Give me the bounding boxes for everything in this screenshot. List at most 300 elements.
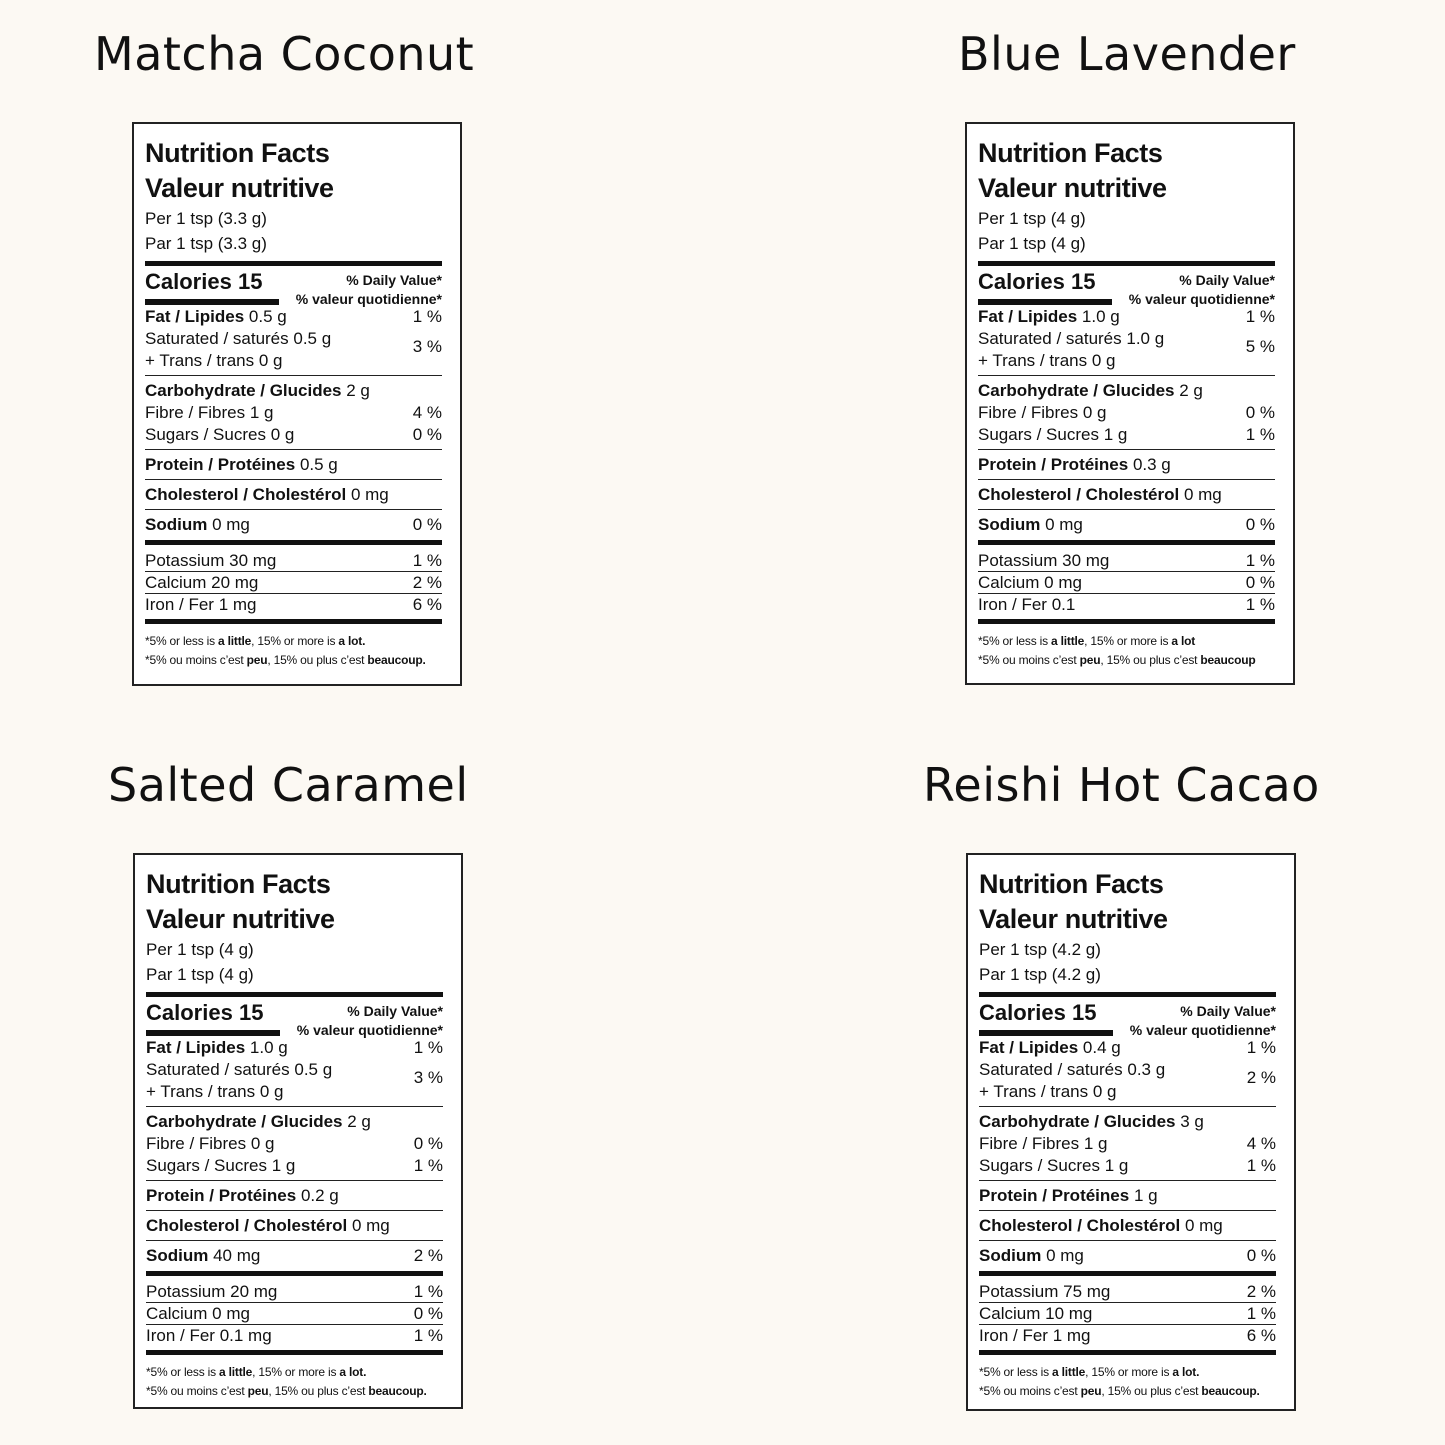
- rule: [978, 375, 1275, 376]
- fibre-row: [978, 402, 1275, 424]
- calories-bar: [978, 299, 1112, 305]
- fat-row: [145, 306, 442, 328]
- sugars-label: Sugars / Sucres: [146, 1156, 267, 1175]
- sodium-label: Sodium: [145, 515, 208, 534]
- rule: [145, 479, 442, 480]
- nutrition-facts-panel: [966, 853, 1296, 1411]
- fat-label: Fat / Lipides: [979, 1038, 1079, 1057]
- footnote-fr: [145, 651, 442, 670]
- footnote-end: .: [362, 634, 366, 648]
- calcium-row: [145, 572, 442, 594]
- iron-value: 1 mg: [218, 595, 257, 614]
- product-title: Salted Caramel: [108, 758, 469, 812]
- calcium-pct: 2 %: [412, 573, 442, 592]
- cholesterol-label: Cholesterol / Cholestérol: [979, 1216, 1181, 1235]
- footnote-bold: peu: [1079, 653, 1101, 667]
- sodium-value: 0 mg: [1045, 515, 1083, 534]
- saturated-row: [979, 1059, 1276, 1081]
- sodium-row: [145, 514, 442, 536]
- sodium-row: [146, 1245, 443, 1267]
- cholesterol-row: [978, 484, 1275, 506]
- sugars-label: Sugars / Sucres: [978, 425, 1099, 444]
- daily-value-fr: % valeur quotidienne*: [1128, 291, 1275, 307]
- calories-row: [978, 266, 1275, 306]
- fat-value: 0.4 g: [1082, 1038, 1121, 1057]
- fat-label: Fat / Lipides: [146, 1038, 246, 1057]
- calories-text: Calories: [978, 269, 1065, 294]
- daily-value-heading: [1130, 1002, 1276, 1040]
- fat-value: 1.0 g: [1081, 307, 1120, 326]
- sugars-value: 1 g: [1104, 1156, 1129, 1175]
- footnote-text: *5% ou moins c’est: [146, 1384, 248, 1398]
- footnote-bold: a little: [1052, 1365, 1086, 1379]
- footnote-text: , 15% ou plus c’est: [268, 1384, 369, 1398]
- iron-pct: 6 %: [1246, 1326, 1276, 1345]
- saturated-trans-pct: 5 %: [1245, 337, 1275, 356]
- daily-value-heading: [1129, 271, 1275, 309]
- fat-label: Fat / Lipides: [978, 307, 1078, 326]
- rule: [979, 1271, 1276, 1276]
- saturated-label: Saturated / saturés: [979, 1060, 1123, 1079]
- protein-label: Protein / Protéines: [145, 455, 296, 474]
- rule: [979, 1210, 1276, 1211]
- sodium-row: [979, 1245, 1276, 1267]
- rule: [978, 619, 1275, 624]
- fat-pct: 1 %: [412, 307, 442, 326]
- footnote-bold: a little: [1051, 634, 1085, 648]
- daily-value-en: % Daily Value*: [346, 272, 442, 288]
- iron-row: [979, 1325, 1276, 1346]
- cholesterol-label: Cholesterol / Cholestérol: [145, 485, 347, 504]
- potassium-label: Potassium: [145, 551, 225, 570]
- footnote-bold: a little: [218, 634, 252, 648]
- rule: [146, 1210, 443, 1211]
- footnote-fr: [978, 651, 1275, 670]
- potassium-pct: 2 %: [1246, 1282, 1276, 1301]
- sodium-value: 0 mg: [1046, 1246, 1084, 1265]
- fat-pct: 1 %: [1246, 1038, 1276, 1057]
- sugars-value: 1 g: [1103, 425, 1128, 444]
- calcium-label: Calcium: [979, 1304, 1041, 1323]
- carbohydrate-row: [146, 1111, 443, 1133]
- sodium-label: Sodium: [146, 1246, 209, 1265]
- calcium-value: 0 mg: [1044, 573, 1082, 592]
- fat-row: [979, 1037, 1276, 1059]
- carbohydrate-row: [978, 380, 1275, 402]
- potassium-pct: 1 %: [413, 1282, 443, 1301]
- footnote-bold: a lot: [339, 1365, 364, 1379]
- footnote-en: [978, 632, 1275, 651]
- cholesterol-value: 0 mg: [351, 1216, 390, 1235]
- fat-group: [979, 1037, 1276, 1103]
- minerals-block: [979, 1281, 1276, 1346]
- calcium-label: Calcium: [978, 573, 1040, 592]
- calories-row: [145, 266, 442, 306]
- protein-row: [146, 1185, 443, 1207]
- footnote-text: , 15% or more is: [252, 1365, 340, 1379]
- rule: [978, 449, 1275, 450]
- minerals-block: [978, 550, 1275, 615]
- minerals-block: [145, 550, 442, 615]
- carb-value: 3 g: [1180, 1112, 1204, 1131]
- calories-label: [978, 269, 1095, 295]
- saturated-label: Saturated / saturés: [146, 1060, 290, 1079]
- rule: [145, 619, 442, 624]
- sugars-row: [978, 424, 1275, 446]
- calories-value: 15: [237, 269, 263, 294]
- iron-label: Iron / Fer: [146, 1326, 215, 1345]
- potassium-value: 30 mg: [1062, 551, 1110, 570]
- calories-row: [979, 997, 1276, 1037]
- serving-size-en: Per 1 tsp (3.3 g): [145, 209, 267, 228]
- sugars-pct: 0 %: [412, 425, 442, 444]
- fat-pct: 1 %: [1245, 307, 1275, 326]
- potassium-row: [146, 1281, 443, 1303]
- footnote-bold: beaucoup: [1200, 653, 1256, 667]
- carbohydrate-row: [979, 1111, 1276, 1133]
- carb-label: Carbohydrate / Glucides: [979, 1112, 1176, 1131]
- rule: [146, 1180, 443, 1181]
- footnote-text: , 15% ou plus c’est: [1100, 653, 1201, 667]
- sodium-pct: 0 %: [1246, 1246, 1276, 1265]
- trans-label: + Trans / trans: [146, 1082, 256, 1101]
- trans-label: + Trans / trans: [979, 1082, 1089, 1101]
- fibre-label: Fibre / Fibres: [978, 403, 1079, 422]
- trans-label: + Trans / trans: [145, 351, 255, 370]
- iron-row: [146, 1325, 443, 1346]
- trans-value: 0 g: [259, 1082, 284, 1101]
- daily-value-en: % Daily Value*: [1179, 272, 1275, 288]
- daily-value-fr: % valeur quotidienne*: [296, 1022, 443, 1038]
- protein-value: 0.2 g: [300, 1186, 339, 1205]
- daily-value-heading: [296, 271, 442, 309]
- rule: [146, 1271, 443, 1276]
- footnote-end: .: [423, 1384, 427, 1398]
- rule: [146, 1240, 443, 1241]
- carb-label: Carbohydrate / Glucides: [146, 1112, 343, 1131]
- sodium-row: [978, 514, 1275, 536]
- nutrition-facts-heading: Nutrition Facts: [146, 869, 331, 899]
- fibre-pct: 0 %: [413, 1134, 443, 1153]
- trans-row: [979, 1081, 1276, 1103]
- rule: [145, 540, 442, 545]
- calcium-value: 10 mg: [1045, 1304, 1093, 1323]
- footnote-text: , 15% or more is: [1085, 1365, 1173, 1379]
- fibre-pct: 4 %: [1246, 1134, 1276, 1153]
- daily-value-fr: % valeur quotidienne*: [295, 291, 442, 307]
- calories-bar: [146, 1030, 280, 1036]
- saturated-row: [146, 1059, 443, 1081]
- fat-group: [146, 1037, 443, 1103]
- nutrition-facts-panel: [132, 122, 462, 686]
- iron-pct: 1 %: [1245, 595, 1275, 614]
- trans-value: 0 g: [1091, 351, 1116, 370]
- potassium-value: 75 mg: [1063, 1282, 1111, 1301]
- sugars-pct: 1 %: [413, 1156, 443, 1175]
- sugars-value: 1 g: [271, 1156, 296, 1175]
- fibre-label: Fibre / Fibres: [145, 403, 246, 422]
- protein-label: Protein / Protéines: [979, 1186, 1130, 1205]
- trans-value: 0 g: [258, 351, 283, 370]
- footnote-text: , 15% ou plus c’est: [1101, 1384, 1202, 1398]
- calcium-pct: 0 %: [1245, 573, 1275, 592]
- iron-label: Iron / Fer: [145, 595, 214, 614]
- iron-row: [978, 594, 1275, 615]
- calcium-value: 0 mg: [212, 1304, 250, 1323]
- saturated-trans-pct: 3 %: [412, 337, 442, 356]
- sugars-pct: 1 %: [1246, 1156, 1276, 1175]
- potassium-pct: 1 %: [1245, 551, 1275, 570]
- calories-label: [979, 1000, 1096, 1026]
- fat-label: Fat / Lipides: [145, 307, 245, 326]
- iron-row: [145, 594, 442, 615]
- fibre-row: [979, 1133, 1276, 1155]
- fat-row: [978, 306, 1275, 328]
- saturated-value: 0.5 g: [294, 1060, 333, 1079]
- trans-row: [978, 350, 1275, 372]
- iron-value: 0.1: [1051, 595, 1076, 614]
- calories-value: 15: [1070, 269, 1096, 294]
- saturated-row: [978, 328, 1275, 350]
- fibre-pct: 0 %: [1245, 403, 1275, 422]
- footnote-en: [145, 632, 442, 651]
- saturated-row: [145, 328, 442, 350]
- fat-pct: 1 %: [413, 1038, 443, 1057]
- footnote-bold: a lot: [1171, 634, 1196, 648]
- daily-value-heading: [297, 1002, 443, 1040]
- footnote-end: .: [363, 1365, 367, 1379]
- cholesterol-row: [146, 1215, 443, 1237]
- sodium-pct: 0 %: [412, 515, 442, 534]
- serving-size-en: Per 1 tsp (4 g): [978, 209, 1086, 228]
- footnote-bold: peu: [247, 1384, 269, 1398]
- footnote-bold: beaucoup: [367, 653, 423, 667]
- footnote-fr: [979, 1382, 1276, 1401]
- calories-text: Calories: [979, 1000, 1066, 1025]
- calcium-row: [979, 1303, 1276, 1325]
- calories-text: Calories: [145, 269, 232, 294]
- potassium-row: [979, 1281, 1276, 1303]
- footnote-text: , 15% or more is: [251, 634, 339, 648]
- calories-row: [146, 997, 443, 1037]
- protein-row: [979, 1185, 1276, 1207]
- rule: [978, 509, 1275, 510]
- fibre-label: Fibre / Fibres: [146, 1134, 247, 1153]
- valeur-nutritive-heading: Valeur nutritive: [979, 904, 1168, 934]
- calories-label: [146, 1000, 263, 1026]
- footnote-text: *5% or less is: [145, 634, 219, 648]
- cholesterol-label: Cholesterol / Cholestérol: [978, 485, 1180, 504]
- rule: [146, 1350, 443, 1355]
- iron-pct: 6 %: [412, 595, 442, 614]
- footnote-bold: peu: [1080, 1384, 1102, 1398]
- cholesterol-value: 0 mg: [1183, 485, 1222, 504]
- footnote-bold: beaucoup: [1201, 1384, 1257, 1398]
- footnote-text: *5% ou moins c’est: [979, 1384, 1081, 1398]
- carb-value: 2 g: [346, 381, 370, 400]
- rule: [979, 1106, 1276, 1107]
- serving-size-en: Per 1 tsp (4.2 g): [979, 940, 1101, 959]
- iron-pct: 1 %: [413, 1326, 443, 1345]
- rule: [979, 1240, 1276, 1241]
- sodium-value: 40 mg: [213, 1246, 261, 1265]
- serving-size-fr: Par 1 tsp (4.2 g): [979, 965, 1101, 984]
- carb-label: Carbohydrate / Glucides: [145, 381, 342, 400]
- product-title: Matcha Coconut: [94, 27, 475, 81]
- product-title: Blue Lavender: [958, 27, 1296, 81]
- carbohydrate-row: [145, 380, 442, 402]
- trans-label: + Trans / trans: [978, 351, 1088, 370]
- iron-label: Iron / Fer: [979, 1326, 1048, 1345]
- trans-row: [146, 1081, 443, 1103]
- sugars-row: [979, 1155, 1276, 1177]
- potassium-row: [978, 550, 1275, 572]
- saturated-trans-pct: 3 %: [413, 1068, 443, 1087]
- calories-text: Calories: [146, 1000, 233, 1025]
- sodium-value: 0 mg: [212, 515, 250, 534]
- trans-value: 0 g: [1092, 1082, 1117, 1101]
- nutrition-facts-heading: Nutrition Facts: [145, 138, 330, 168]
- iron-label: Iron / Fer: [978, 595, 1047, 614]
- calories-label: [145, 269, 262, 295]
- sodium-label: Sodium: [979, 1246, 1042, 1265]
- protein-label: Protein / Protéines: [146, 1186, 297, 1205]
- fat-group: [145, 306, 442, 372]
- footnote-end: .: [422, 653, 426, 667]
- footnote-text: *5% or less is: [979, 1365, 1053, 1379]
- calcium-label: Calcium: [146, 1304, 208, 1323]
- nutrition-facts-heading: Nutrition Facts: [979, 869, 1164, 899]
- carb-label: Carbohydrate / Glucides: [978, 381, 1175, 400]
- footnote-end: .: [1256, 1384, 1260, 1398]
- sugars-row: [145, 424, 442, 446]
- saturated-label: Saturated / saturés: [145, 329, 289, 348]
- calories-value: 15: [238, 1000, 264, 1025]
- potassium-row: [145, 550, 442, 572]
- cholesterol-value: 0 mg: [1184, 1216, 1223, 1235]
- rule: [145, 449, 442, 450]
- protein-row: [978, 454, 1275, 476]
- rule: [978, 479, 1275, 480]
- serving-size-en: Per 1 tsp (4 g): [146, 940, 254, 959]
- iron-value: 0.1 mg: [219, 1326, 272, 1345]
- footnote-text: , 15% ou plus c’est: [267, 653, 368, 667]
- valeur-nutritive-heading: Valeur nutritive: [145, 173, 334, 203]
- footnote-bold: peu: [246, 653, 268, 667]
- rule: [979, 1350, 1276, 1355]
- footnote-bold: a lot: [1172, 1365, 1197, 1379]
- protein-label: Protein / Protéines: [978, 455, 1129, 474]
- trans-row: [145, 350, 442, 372]
- footnote-bold: beaucoup: [368, 1384, 424, 1398]
- potassium-value: 20 mg: [230, 1282, 278, 1301]
- sodium-label: Sodium: [978, 515, 1041, 534]
- product-title: Reishi Hot Cacao: [923, 758, 1320, 812]
- footnote-text: *5% or less is: [146, 1365, 220, 1379]
- fibre-value: 1 g: [1083, 1134, 1108, 1153]
- potassium-value: 30 mg: [229, 551, 277, 570]
- footnote-bold: a little: [219, 1365, 253, 1379]
- sodium-pct: 0 %: [1245, 515, 1275, 534]
- saturated-value: 0.3 g: [1127, 1060, 1166, 1079]
- footnote-text: *5% ou moins c’est: [978, 653, 1080, 667]
- protein-row: [145, 454, 442, 476]
- cholesterol-row: [145, 484, 442, 506]
- protein-value: 1 g: [1133, 1186, 1158, 1205]
- daily-value-en: % Daily Value*: [1180, 1003, 1276, 1019]
- serving-size-fr: Par 1 tsp (4 g): [146, 965, 254, 984]
- carb-value: 2 g: [1179, 381, 1203, 400]
- valeur-nutritive-heading: Valeur nutritive: [146, 904, 335, 934]
- sugars-value: 0 g: [270, 425, 295, 444]
- fat-group: [978, 306, 1275, 372]
- carb-value: 2 g: [347, 1112, 371, 1131]
- footnote-en: [146, 1363, 443, 1382]
- fibre-row: [146, 1133, 443, 1155]
- footnote-text: , 15% or more is: [1084, 634, 1172, 648]
- cholesterol-label: Cholesterol / Cholestérol: [146, 1216, 348, 1235]
- cholesterol-value: 0 mg: [350, 485, 389, 504]
- sugars-pct: 1 %: [1245, 425, 1275, 444]
- protein-value: 0.5 g: [299, 455, 338, 474]
- saturated-trans-pct: 2 %: [1246, 1068, 1276, 1087]
- footnote-text: *5% ou moins c’est: [145, 653, 247, 667]
- calories-bar: [979, 1030, 1113, 1036]
- fibre-label: Fibre / Fibres: [979, 1134, 1080, 1153]
- rule: [146, 1106, 443, 1107]
- sugars-label: Sugars / Sucres: [145, 425, 266, 444]
- daily-value-en: % Daily Value*: [347, 1003, 443, 1019]
- serving-size-fr: Par 1 tsp (4 g): [978, 234, 1086, 253]
- fibre-row: [145, 402, 442, 424]
- potassium-label: Potassium: [146, 1282, 226, 1301]
- protein-value: 0.3 g: [1132, 455, 1171, 474]
- calcium-row: [978, 572, 1275, 594]
- calcium-row: [146, 1303, 443, 1325]
- fibre-pct: 4 %: [412, 403, 442, 422]
- potassium-label: Potassium: [978, 551, 1058, 570]
- minerals-block: [146, 1281, 443, 1346]
- footnote-end: .: [1196, 1365, 1200, 1379]
- fat-value: 0.5 g: [248, 307, 287, 326]
- nutrition-facts-heading: Nutrition Facts: [978, 138, 1163, 168]
- iron-value: 1 mg: [1052, 1326, 1091, 1345]
- footnote-text: *5% or less is: [978, 634, 1052, 648]
- potassium-label: Potassium: [979, 1282, 1059, 1301]
- footnote-en: [979, 1363, 1276, 1382]
- rule: [978, 540, 1275, 545]
- saturated-value: 1.0 g: [1126, 329, 1165, 348]
- calcium-pct: 1 %: [1246, 1304, 1276, 1323]
- calories-bar: [145, 299, 279, 305]
- footnote-fr: [146, 1382, 443, 1401]
- footnote-bold: a lot: [338, 634, 363, 648]
- daily-value-fr: % valeur quotidienne*: [1129, 1022, 1276, 1038]
- calcium-value: 20 mg: [211, 573, 259, 592]
- valeur-nutritive-heading: Valeur nutritive: [978, 173, 1167, 203]
- sugars-row: [146, 1155, 443, 1177]
- fat-row: [146, 1037, 443, 1059]
- cholesterol-row: [979, 1215, 1276, 1237]
- sugars-label: Sugars / Sucres: [979, 1156, 1100, 1175]
- potassium-pct: 1 %: [412, 551, 442, 570]
- nutrition-facts-panel: [133, 853, 463, 1409]
- fibre-value: 0 g: [250, 1134, 275, 1153]
- fibre-value: 0 g: [1082, 403, 1107, 422]
- calories-value: 15: [1071, 1000, 1097, 1025]
- calcium-pct: 0 %: [413, 1304, 443, 1323]
- saturated-value: 0.5 g: [293, 329, 332, 348]
